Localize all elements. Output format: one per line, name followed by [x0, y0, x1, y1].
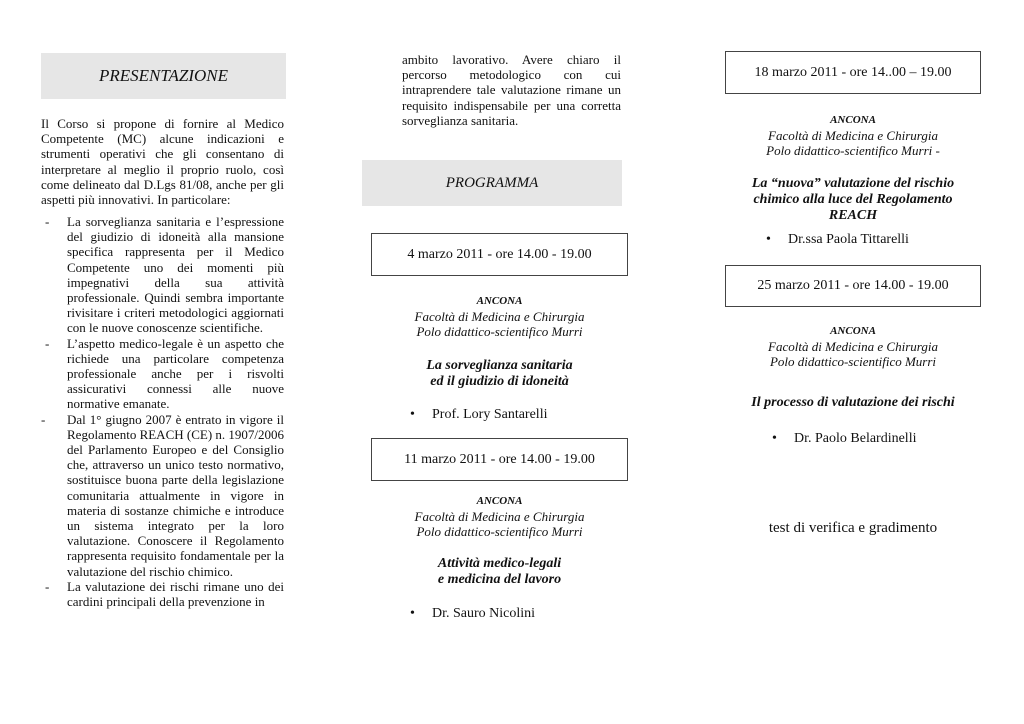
- list-item: - Dal 1° giugno 2007 è entrato in vigore il Regolamento REACH (CE) n. 1907/2006 del Parlamento Europeo e del Consiglio che, attraverso un unico testo normativo, sostituisce buona parte della legislazione comunitaria attualmente in vigore in materia di sostanze chimiche e introduce un sistema integrato per la loro valutazione. Conoscere il Regolamento rappresenta requisito fondamentale per la valutazione del rischio chimico.: [41, 411, 285, 579]
- session-speaker: • Prof. Lory Santarelli: [410, 407, 548, 422]
- session-venue: [725, 113, 981, 158]
- session-title: Attività medico-legali e medicina del lavoro: [437, 556, 562, 587]
- programma-heading-box: [362, 160, 622, 206]
- session-date-box: [371, 233, 628, 276]
- session-speaker: • Dr. Sauro Nicolini: [410, 606, 536, 621]
- venue-faculty: Facoltà di Medicina e Chirurgia: [414, 309, 585, 324]
- venue-city: ANCONA: [476, 495, 523, 507]
- session-speaker: • Dr.ssa Paola Tittarelli: [766, 232, 909, 247]
- topics-list: [41, 214, 284, 609]
- venue-faculty: Facoltà di Medicina e Chirurgia: [768, 339, 938, 354]
- list-item: - La sorveglianza sanitaria e l’espressione del giudizio di idoneità alla mansione specifica rappresenta per il Medico Competente uno dei momenti più impegnativi della sua attività professionale. Quindi sembra importante rivisitare i criteri metodologici aggiornati con le nuove conoscenze scientifiche.: [45, 214, 284, 336]
- venue-building: Polo didattico-scientifico Murri: [769, 354, 937, 369]
- presentazione-heading-box: [41, 53, 286, 99]
- session-venue: [371, 494, 628, 539]
- intro-paragraph: Il Corso si propone di fornire al Medico Competente (MC) alcune indicazioni e strumenti operativi che gli consentano di interpretare al meglio il proprio ruolo, così come delineato dal D.Lgs 81/08, anche per gli aspetti più innovativi. In particolare:: [41, 116, 284, 208]
- venue-building: Polo didattico-scientifico Murri: [416, 524, 583, 539]
- session-title: La sorveglianza sanitaria ed il giudizio di idoneità: [426, 358, 573, 389]
- presentazione-heading: PRESENTAZIONE: [98, 66, 229, 85]
- venue-city: ANCONA: [476, 295, 523, 307]
- continuation-paragraph: ambito lavorativo. Avere chiaro il percorso metodologico con cui intraprendere tale valutazione rimane un requisito indispensabile per una corretta sorveglianza sanitaria.: [402, 52, 621, 128]
- bullet-icon: •: [772, 431, 777, 446]
- session-title: Il processo di valutazione dei rischi: [751, 395, 955, 410]
- programma-heading: PROGRAMMA: [445, 175, 539, 191]
- list-item: - L’aspetto medico-legale è un aspetto che richiede una particolare competenza professionale anche per i risvolti assicurativi connessi alle nuove normative emanate.: [45, 335, 284, 412]
- bullet-icon: •: [766, 232, 771, 247]
- session-venue: [725, 324, 981, 369]
- session-date: 25 marzo 2011 - ore 14.00 - 19.00: [757, 278, 949, 293]
- venue-city: ANCONA: [830, 325, 876, 337]
- session-venue: [371, 294, 628, 339]
- venue-building: Polo didattico-scientifico Murri: [416, 324, 583, 339]
- venue-faculty: Facoltà di Medicina e Chirurgia: [414, 509, 585, 524]
- session-speaker: • Dr. Paolo Belardinelli: [772, 431, 917, 446]
- venue-faculty: Facoltà di Medicina e Chirurgia: [768, 128, 938, 143]
- venue-building: Polo didattico-scientifico Murri -: [766, 143, 940, 158]
- bullet-icon: •: [410, 407, 415, 422]
- list-item: - La valutazione dei rischi rimane uno dei cardini principali della prevenzione in: [45, 578, 284, 610]
- session-date: 4 marzo 2011 - ore 14.00 - 19.00: [407, 247, 592, 262]
- bullet-icon: •: [410, 606, 415, 621]
- session-date-box: [371, 438, 628, 481]
- session-date-box: [725, 51, 981, 94]
- venue-city: ANCONA: [830, 114, 876, 126]
- session-date-box: [725, 265, 981, 307]
- closing-note: test di verifica e gradimento: [768, 520, 938, 536]
- session-date: 18 marzo 2011 - ore 14..00 – 19.00: [754, 65, 952, 80]
- session-date: 11 marzo 2011 - ore 14.00 - 19.00: [404, 452, 595, 467]
- session-title: La “nuova” valutazione del rischio chimico alla luce del Regolamento REACH: [751, 176, 955, 223]
